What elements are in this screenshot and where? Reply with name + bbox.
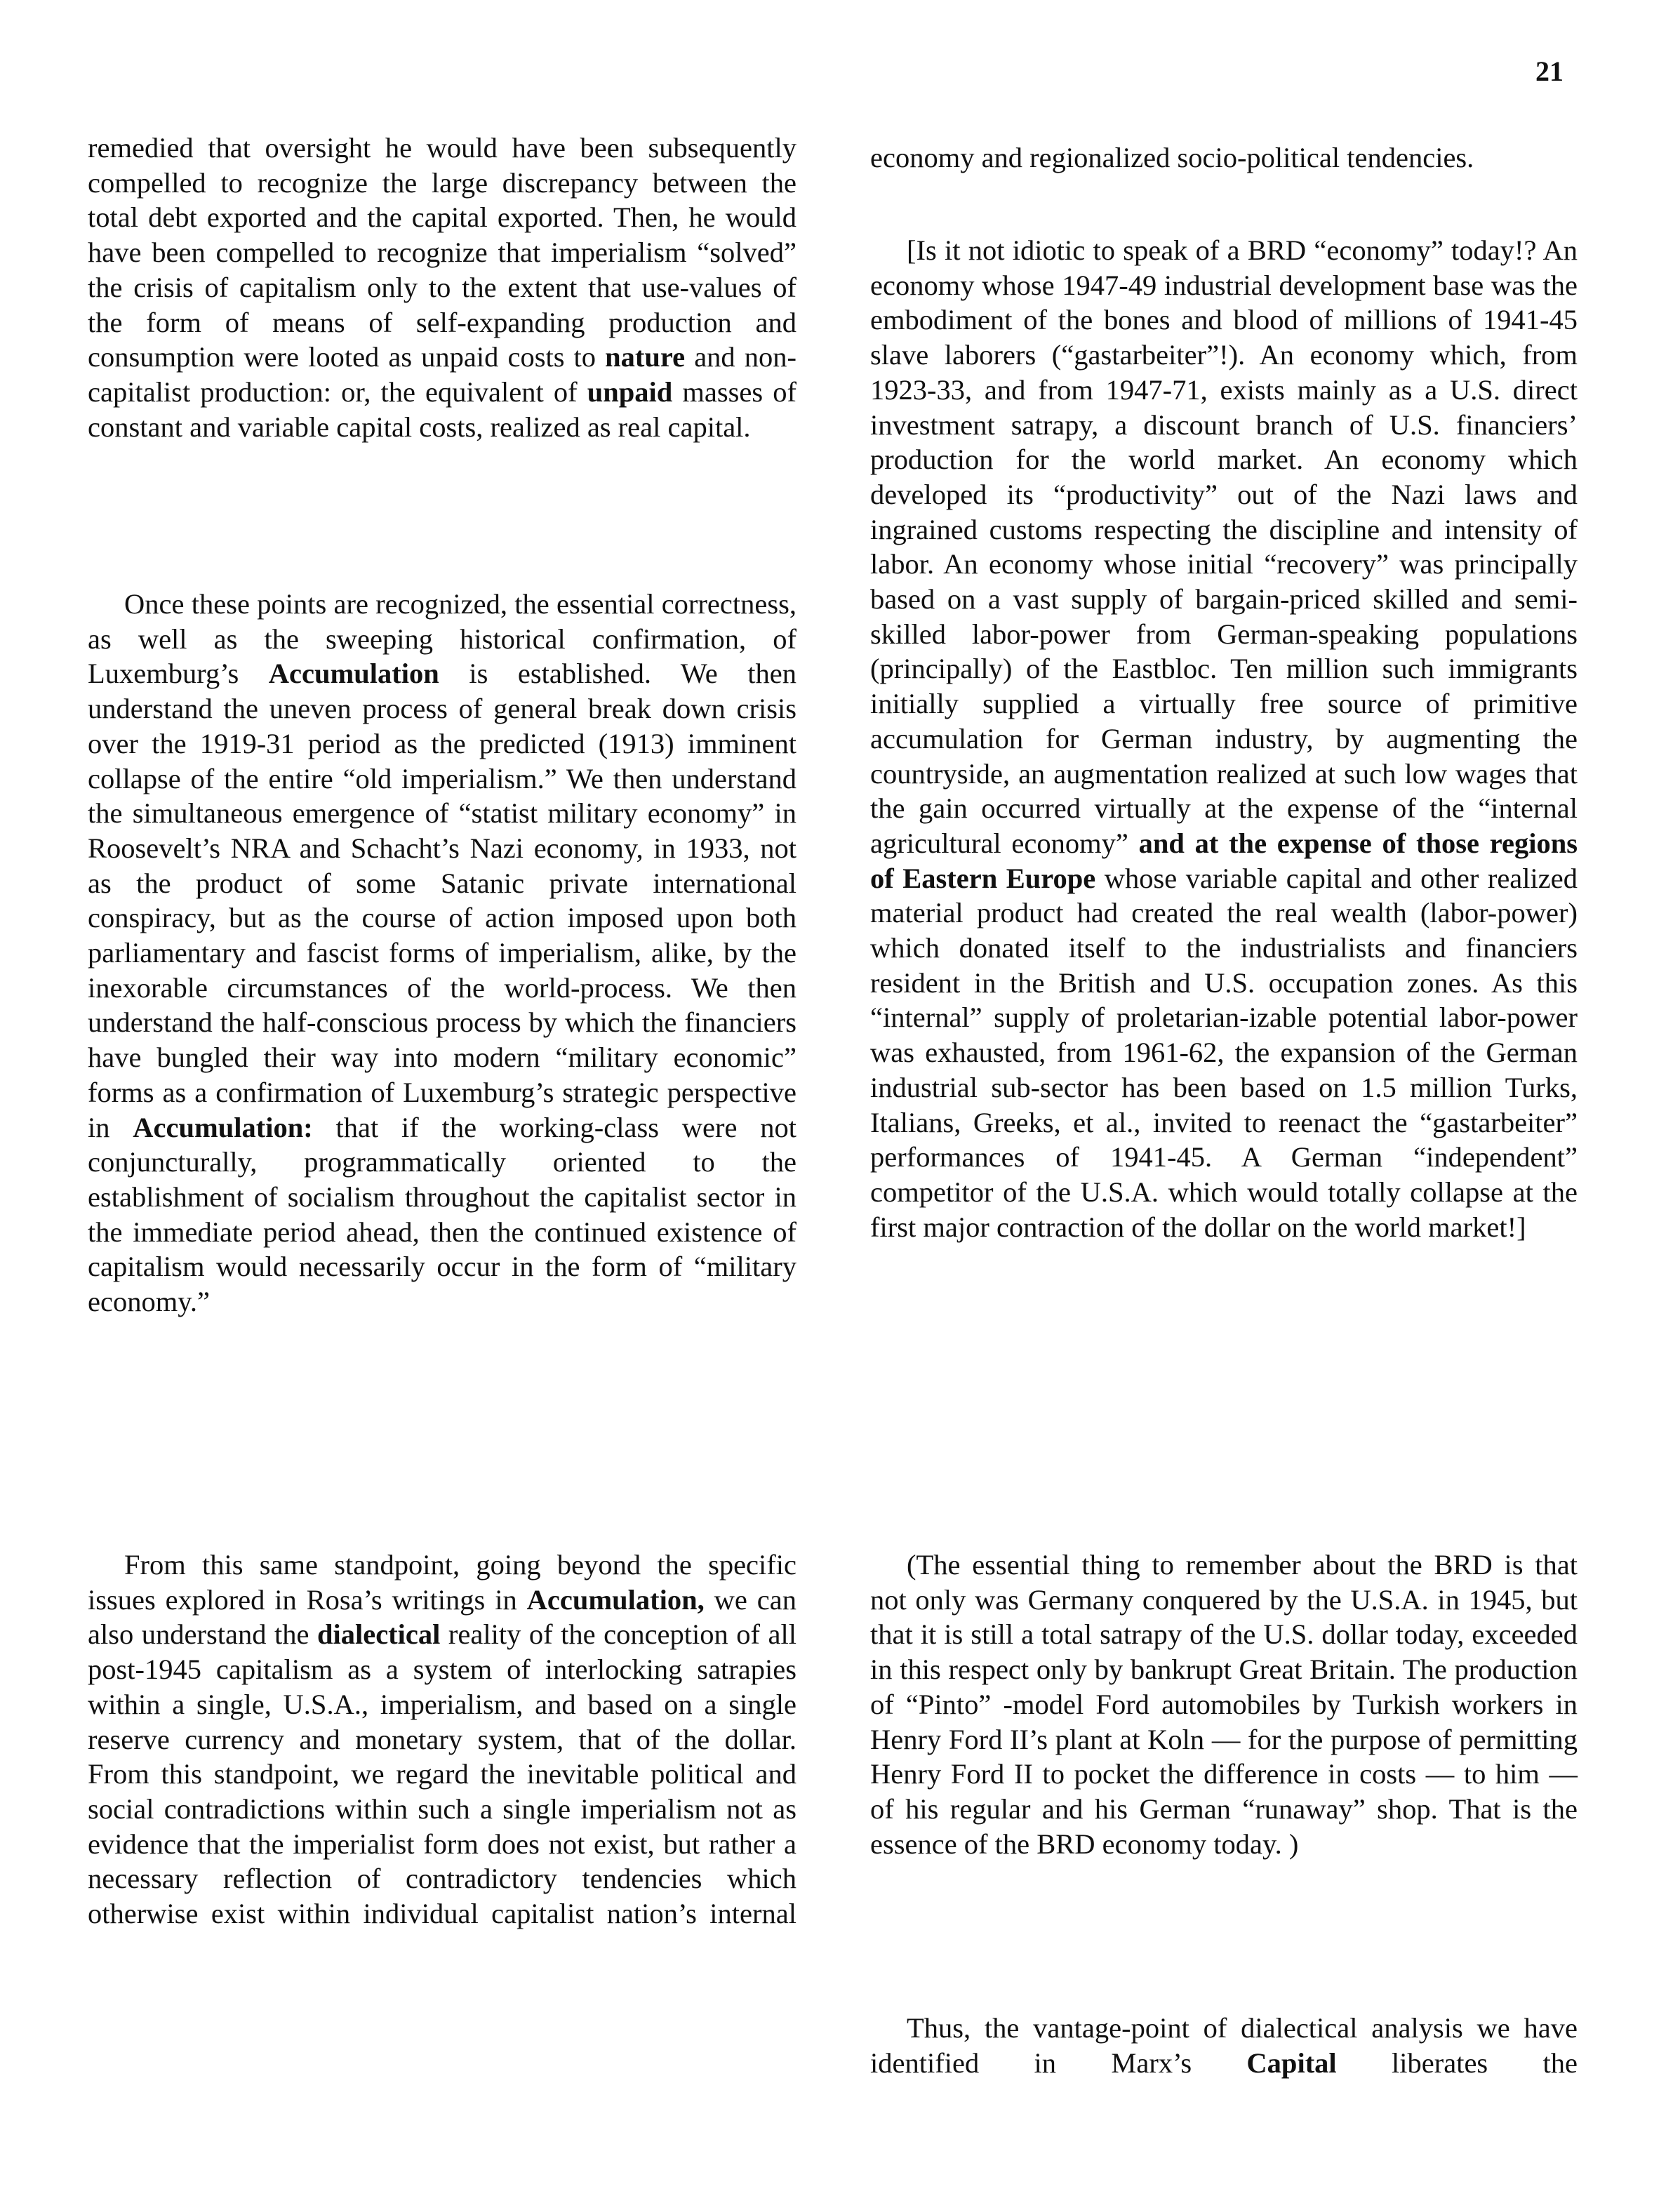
text-run: [Is it not idiotic to speak of a BRD “economy” today!? An economy whose 1947-49 industrial development base was the embodiment of the bones and blood of millions of 1941-45 slave laborers (“gastarbeiter”!). An economy which, from 1923-33, and from 1947-71, exists mainly as a U.S. direct investment satrapy, a discount branch of U.S. financiers’ production for the world market. An economy which developed its “productivity” out of the Nazi laws and ingrained customs respecting the discipline and intensity of labor. An economy whose initial “recovery” was principally based on a vast supply of bargain-priced skilled and semi-skilled labor-power from German-speaking populations (principally) of the Eastbloc. Ten million such immigrants initially supplied a virtually free source of primitive accumulation for German industry, by augmenting the countryside, an augmentation realized at such low wages that the gain occurred virtually at the expense of the “internal agricultural economy” [870,234,1578,859]
emphasized-text: Capital [1246,2047,1337,2079]
emphasized-text: unpaid [587,375,673,408]
text-run: Once these points are recognized, the essential correctness, as well as the sweeping historical confirmation, of Luxemburg’s [88,588,796,690]
text-run: we can also understand the [88,1583,796,1651]
text-run: remedied that oversight he would have been subsequently compelled to recognize the large discrepancy between the total debt exported and the capital exported. Then, he would have been compelled to recognize that imperialism “solved” the crisis of capitalism only to the extent that use-values of the form of means of self-expanding production and consumption were looted as unpaid costs to [88,132,796,373]
emphasized-text: dialectical [316,1618,441,1651]
text-run: that if the working-class were not conjuncturally, programmatically oriented to the establishment of socialism throughout the capitalist sector in the immediate period ahead, then the continued existence of capitalism would necessarily occur in the form of “military economy.” [88,1111,796,1318]
emphasized-text: Accumulation [268,658,439,690]
paragraph [88,1548,796,1931]
emphasized-text: nature [605,341,686,373]
page-number: 21 [1535,55,1564,87]
emphasized-text: Accumulation: [133,1111,313,1143]
text-run: From this same standpoint, going beyond the specific issues explored in Rosa’s writings in [88,1549,796,1616]
text-run: and non-capitalist production: or, the equivalent of [88,341,796,408]
text-run: masses of constant and variable capital costs, realized as real capital. [88,375,796,443]
text-run: economy and regionalized socio-political tendencies. [870,142,1474,173]
emphasized-text: Accumulation, [526,1583,705,1616]
text-run: liberates the [1336,2047,1578,2079]
text-run: Thus, the vantage-point of dialectical analysis we have identified in Marx’s [870,2012,1578,2079]
paragraph [88,131,796,444]
paragraph [870,233,1578,1244]
paragraph [870,1548,1578,1861]
text-run: (The essential thing to remember about the BRD is that not only was Germany conquered by the U.S.A. in 1945, but that it is still a total satrapy of the U.S. dollar today, exceeded in this respect only by bankrupt Great Britain. The production of “Pinto” -model Ford automobiles by Turkish workers in Henry Ford II’s plant at Koln — for the purpose of permitting Henry Ford II to pocket the difference in costs — to him — of his regular and his German “runaway” shop. That is the essence of the BRD economy today. ) [870,1549,1578,1860]
text-run: whose variable capital and other realized material product had created the real wealth (labor-power) which donated itself to the industrialists and financiers resident in the British and U.S. occupation zones. As this “internal” supply of proletarian-izable potential labor-power was exhausted, from 1961-62, the expansion of the German industrial sub-sector has been based on 1.5 million Turks, Italians, Greeks, et al., invited to reenact the “gastarbeiter” performances of 1941-45. A German “independent” competitor of the U.S.A. which would totally collapse at the first major contraction of the dollar on the world market!] [870,862,1578,1243]
text-run: reality of the conception of all post-1945 capitalism as a system of interlocking satrapies within a single, U.S.A., imperialism, and based on a single reserve currency and monetary system, that of the dollar. From this standpoint, we regard the inevitable political and social contradictions within such a single imperialism not as evidence that the imperialist form does not exist, but rather a necessary reflection of contradictory tendencies which otherwise exist within individual capitalist nation’s internal [88,1618,797,1930]
emphasized-text: and at the expense of those regions of Eastern Europe [870,827,1578,894]
paragraph [870,2011,1578,2080]
paragraph [88,587,796,1319]
paragraph [870,140,1578,175]
text-run: is established. We then understand the uneven process of general break down crisis over the 1919-31 period as the predicted (1913) imminent collapse of the entire “old imperialism.” We then understand the simultaneous emergence of “statist military economy” in Roosevelt’s NRA and Schacht’s Nazi economy, in 1933, not as the product of some Satanic private international conspiracy, but as the course of action imposed upon both parliamentary and fascist forms of imperialism, alike, by the inexorable circumstances of the world-process. We then understand the half-conscious process by which the financiers have bungled their way into modern “military economic” forms as a confirmation of Luxemburg’s strategic perspective in [88,658,796,1143]
